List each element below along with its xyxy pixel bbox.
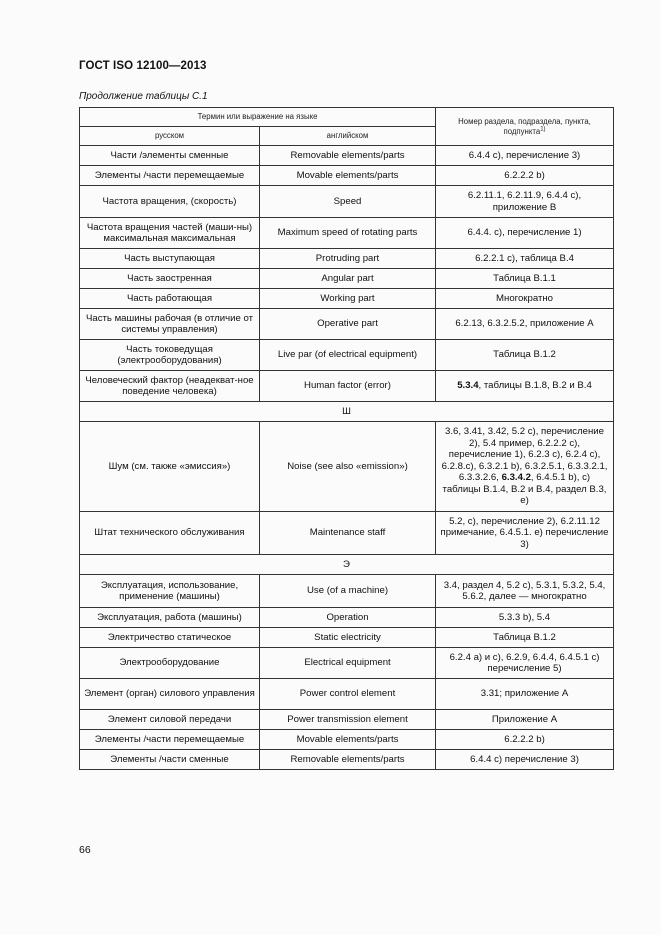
term-ref: 6.4.4 с) перечисление 3) [436,750,614,770]
term-ru: Часть заостренная [80,269,260,289]
table-row [80,249,614,269]
term-ru: Элементы /части сменные [80,750,260,770]
term-en: Live par (of electrical equipment) [260,340,436,371]
page-number: 66 [79,844,91,856]
term-ref: 5.3.4, таблицы В.1.8, В.2 и В.4 [436,371,614,402]
term-ref: 6.2.2.1 с), таблица В.4 [436,249,614,269]
term-ref: 6.2.11.1, 6.2.11.9, 6.4.4 с), приложение В [436,186,614,218]
term-en: Protruding part [260,249,436,269]
term-ref: 3.6, 3.41, 3.42, 5.2 с), перечисление 2), 5.4 пример, 6.2.2.2 с), перечисление 1), 6.2.3 с), 6.2.4 с), 6.2.8.с), 6.3.2.1 b), 6.3.2.5.1, 6.3.3.2.1, 6.3.3.2.6, 6.3.4.2, 6.4.5.1 b), с) таблицы В.1.4, В.2 и В.4, раздел В.3, е) [436,422,614,512]
section-letter-sh: Ш [80,402,614,422]
term-en: Operation [260,608,436,628]
term-ref: 6.2.2.2 b) [436,166,614,186]
term-en: Power control element [260,679,436,710]
term-ru: Элементы /части перемещаемые [80,730,260,750]
term-ref: 6.4.4 с), перечисление 3) [436,146,614,166]
term-ru: Электричество статическое [80,628,260,648]
term-ref: 6.2.2.2 b) [436,730,614,750]
table-row [80,269,614,289]
term-ru: Штат технического обслуживания [80,512,260,555]
term-en: Static electricity [260,628,436,648]
table-row [80,146,614,166]
term-en: Removable elements/parts [260,750,436,770]
term-ref: Таблица В.1.2 [436,340,614,371]
table-row [80,710,614,730]
header-english: английском [260,127,436,146]
term-en: Operative part [260,309,436,340]
table-row [80,628,614,648]
term-en: Removable elements/parts [260,146,436,166]
terms-table [79,107,614,770]
table-caption: Продолжение таблицы С.1 [79,91,208,102]
term-ru: Частота вращения, (скорость) [80,186,260,218]
term-ref: Таблица В.1.1 [436,269,614,289]
footnote-marker: 1) [540,125,546,132]
header-russian: русском [80,127,260,146]
term-ref: Приложение А [436,710,614,730]
term-ref: 6.2.4 а) и с), 6.2.9, 6.4.4, 6.4.5.1 с) перечисление 5) [436,648,614,679]
header-term-group: Термин или выражение на языке [80,108,436,127]
table-row [80,186,614,218]
term-ru: Часть токоведущая (электрооборудования) [80,340,260,371]
term-ru: Электрооборудование [80,648,260,679]
term-en: Movable elements/parts [260,166,436,186]
term-en: Power transmission element [260,710,436,730]
term-ru: Элемент (орган) силового управления [80,679,260,710]
term-en: Working part [260,289,436,309]
section-row [80,555,614,575]
table-row [80,575,614,608]
document-title: ГОСТ ISO 12100—2013 [79,60,207,72]
table-row [80,679,614,710]
term-ru: Часть машины рабочая (в отличие от системы управления) [80,309,260,340]
term-en: Human factor (error) [260,371,436,402]
term-ru: Элементы /части перемещаемые [80,166,260,186]
term-en: Electrical equipment [260,648,436,679]
term-ru: Человеческий фактор (неадекват-ное поведение человека) [80,371,260,402]
term-en: Maximum speed of rotating parts [260,218,436,249]
term-en: Noise (see also «emission») [260,422,436,512]
header-reference: Номер раздела, подраздела, пункта, подпункта$^{1)}$ [436,108,614,146]
term-ru: Эксплуатация, использование, применение (машины) [80,575,260,608]
term-en: Angular part [260,269,436,289]
table-row [80,309,614,340]
term-ru: Частота вращения частей (маши-ны) максимальная максимальная [80,218,260,249]
table-row [80,648,614,679]
table-row [80,730,614,750]
term-ref: 5.3.3 b), 5.4 [436,608,614,628]
table-row [80,166,614,186]
section-row [80,402,614,422]
term-ref: Многократно [436,289,614,309]
term-en: Movable elements/parts [260,730,436,750]
table-row [80,340,614,371]
term-ru: Элемент силовой передачи [80,710,260,730]
term-ru: Эксплуатация, работа (машины) [80,608,260,628]
table-row [80,512,614,555]
term-ref: Таблица В.1.2 [436,628,614,648]
term-ref: 5.2, с), перечисление 2), 6.2.11.12 примечание, 6.4.5.1. е) перечисление 3) [436,512,614,555]
term-en: Use (of a machine) [260,575,436,608]
term-ref: 3.31; приложение А [436,679,614,710]
term-ru: Части /элементы сменные [80,146,260,166]
term-ru: Шум (см. также «эмиссия») [80,422,260,512]
table-row [80,422,614,512]
table-row [80,750,614,770]
term-ru: Часть работающая [80,289,260,309]
term-ru: Часть выступающая [80,249,260,269]
table-row [80,289,614,309]
section-letter-e: Э [80,555,614,575]
term-en: Maintenance staff [260,512,436,555]
term-ref: 6.4.4. с), перечисление 1) [436,218,614,249]
table-row [80,218,614,249]
term-ref: 3.4, раздел 4, 5.2 с), 5.3.1, 5.3.2, 5.4, 5.6.2, далее — многократно [436,575,614,608]
table-row [80,371,614,402]
term-ref: 6.2.13, 6.3.2.5.2, приложение А [436,309,614,340]
table-row [80,608,614,628]
term-en: Speed [260,186,436,218]
